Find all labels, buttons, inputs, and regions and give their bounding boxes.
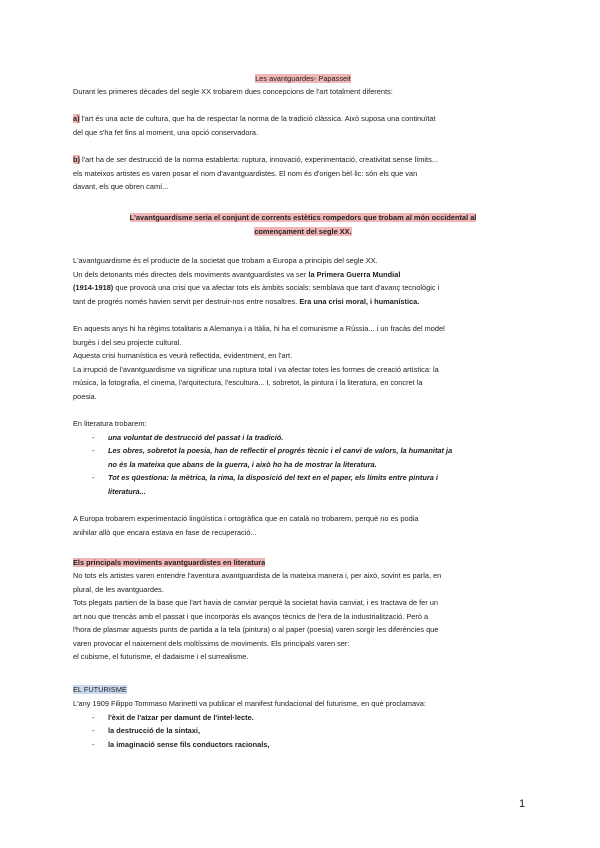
definition-line1: L'avantguardisme seria el conjunt de corrents estètics rompedors que trobam al món occidental al	[129, 213, 477, 222]
futurism-item-3: la imaginació sense fils conductors racionals,	[108, 740, 270, 749]
movements-line3: Tots plegats partien de la base que l'art havia de canviar perquè la societat havia canviat, i es tractava de fer un	[73, 598, 439, 607]
para1-line1: L'avantguardisme és el producte de la societat que trobam a Europa a principis del segle XX.	[73, 256, 378, 265]
bullet-dash: -	[92, 726, 95, 735]
option-a-line1: a) l'art és una acte de cultura, que ha de respectar la norma de la tradició clàssica. Això suposa una continuïtat	[73, 114, 436, 123]
movements-line6: varen provocar el naixement dels moltíssims de moviments. Els principals varen ser:	[73, 639, 350, 648]
literature-heading: En literatura trobarem:	[73, 419, 147, 428]
para2-line5: música, la fotografia, el cinema, l'arquitectura, l'escultura... I, sobretot, la pintura i la literatura, en concret la	[73, 378, 423, 387]
europe-line2: anihilar allò que encara estava en fase de recuperació...	[73, 528, 257, 537]
literature-item-3-line1: Tot es qüestiona: la mètrica, la rima, la disposició del text en el paper, els límits entre pintura i	[108, 473, 438, 482]
bullet-dash: -	[92, 433, 95, 442]
movements-line1: No tots els artistes varen entendre l'aventura avantguardista de la mateixa manera i, per això, sovint es parla, en	[73, 571, 442, 580]
para1-line4: tant de progrés només havien servit per destruir-nos entre nosaltres. Era una crisi moral, i humanística.	[73, 297, 420, 306]
bullet-dash: -	[92, 446, 95, 455]
futurism-heading: EL FUTURISME	[73, 685, 127, 694]
bullet-dash: -	[92, 740, 95, 749]
literature-item-3-line2: literatura...	[108, 487, 146, 496]
para2-line4: La irrupció de l'avantguardisme va significar una ruptura total i va afectar totes les formes de creació artística: la	[73, 365, 439, 374]
movements-line5: l'hora de plasmar aquests punts de partida a la tela (pintura) o al paper (poesia) varen sorgir les diferències que	[73, 625, 439, 634]
option-a-line2: del que s'ha fet fins al moment, una opció conservadora.	[73, 128, 259, 137]
movements-heading: Els principals moviments avantguardistes en literatura	[73, 558, 266, 567]
futurism-item-1: l'èxit de l'atzar per damunt de l'intel·lecte.	[108, 713, 254, 722]
futurism-intro: L'any 1909 Filippo Tommaso Marinetti va publicar el manifest fundacional del futurisme, en què proclamava:	[73, 699, 426, 708]
futurism-item-2: la destrucció de la sintaxi,	[108, 726, 201, 735]
para1-line2: Un dels detonants més directes dels moviments avantguardistes va ser la Primera Guerra Mundial	[73, 270, 401, 279]
movements-line4: art nou que trencàs amb el passat i que incorporàs els avanços tècnics de l'era de la industrialització. Però a	[73, 612, 429, 621]
para1-line3: (1914-1918) que provocà una crisi que va afectar tots els àmbits socials: semblava que tant d'avanç tecnològic i	[73, 283, 440, 292]
option-b-line1: b) l'art ha de ser destrucció de la norma establerta: ruptura, innovació, experimentació, creativitat sense límits...	[73, 155, 438, 164]
europe-line1: A Europa trobarem experimentació lingüística i ortogràfica que en català no trobarem, perquè no es podia	[73, 514, 419, 523]
definition-line2: començament del segle XX.	[254, 227, 352, 236]
literature-item-1: una voluntat de destrucció del passat i la tradició.	[108, 433, 284, 442]
option-b-line3: davant, els que obren camí...	[73, 182, 169, 191]
document-title: Les avantguardes- Papasseit	[255, 74, 351, 83]
para2-line2: burgès i del seu projecte cultural.	[73, 338, 182, 347]
bullet-dash: -	[92, 713, 95, 722]
option-b-line2: els mateixos artistes es varen posar el nom d'avantguardistes. El nom és d'origen bèl·lic: són els que van	[73, 169, 418, 178]
literature-item-2-line1: Les obres, sobretot la poesia, han de reflectir el progrés tècnic i el canvi de valors, la humanitat ja	[108, 446, 453, 455]
para2-line6: poesia.	[73, 392, 97, 401]
movements-line2: plural, de les avantguardes.	[73, 585, 164, 594]
intro-text: Durant les primeres dècades del segle XX trobarem dues concepcions de l'art totalment diferents:	[73, 87, 393, 96]
para2-line1: En aquests anys hi ha règims totalitaris a Alemanya i a Itàlia, hi ha el comunisme a Rússia... i un fracàs del model	[73, 324, 445, 333]
literature-item-2-line2: no és la mateixa que abans de la guerra, i això ho ha de mostrar la literatura.	[108, 460, 377, 469]
movements-line7: el cubisme, el futurisme, el dadaisme i el surrealisme.	[73, 652, 249, 661]
page-number: 1	[519, 798, 526, 810]
bullet-dash: -	[92, 473, 95, 482]
para2-line3: Aquesta crisi humanística es veurà reflectida, evidentment, en l'art.	[73, 351, 293, 360]
